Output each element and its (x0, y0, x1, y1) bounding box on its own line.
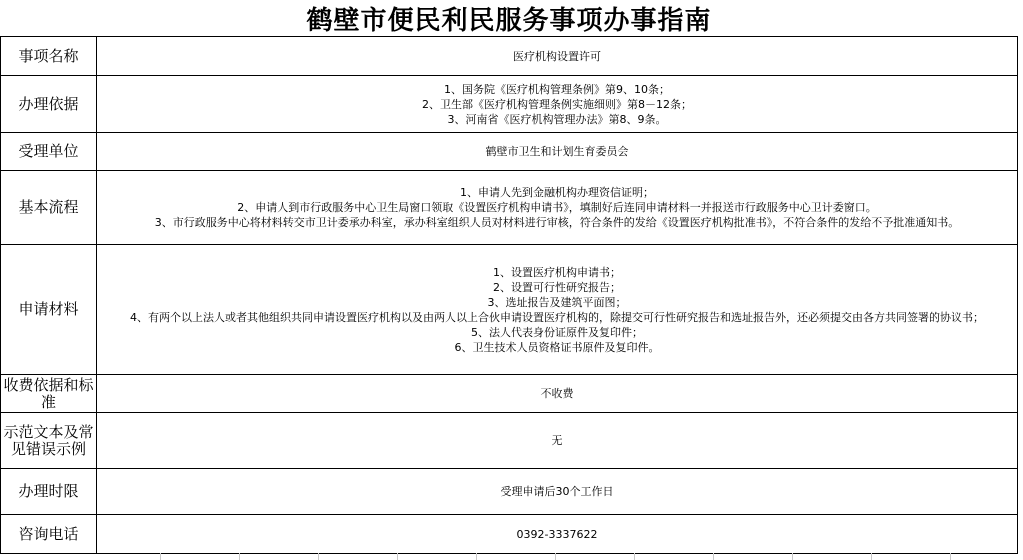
row-label: 收费依据和标准 (1, 375, 97, 413)
value-line: 2、申请人到市行政服务中心卫生局窗口领取《设置医疗机构申请书》，填制好后连同申请材料一并报送市行政服务中心卫计委窗口。 (237, 201, 877, 214)
table-row (1, 76, 1018, 133)
sheet-gridline (318, 553, 319, 560)
row-label: 办理时限 (1, 469, 97, 515)
value-line: 5、法人代表身份证原件及复印件； (471, 325, 643, 339)
table-row (1, 171, 1018, 245)
value-line: 医疗机构设置许可 (513, 49, 601, 63)
row-label: 办理依据 (1, 76, 97, 133)
value-line: 1、国务院《医疗机构管理条例》第9、10条； (444, 82, 670, 96)
value-line: 0392-3337622 (516, 527, 598, 541)
value-line: 鹤壁市卫生和计划生育委员会 (485, 145, 629, 158)
table-row (1, 37, 1018, 76)
service-guide-table (0, 36, 1018, 554)
table-row (1, 375, 1018, 413)
sheet-gridline (871, 553, 872, 560)
value-line: 4、有两个以上法人或者其他组织共同申请设置医疗机构以及由两人以上合伙申请设置医疗机构的，除提交可行性研究报告和选址报告外，还必须提交由各方共同签署的协议书； (130, 310, 984, 324)
value-line: 3、市行政服务中心将材料转交市卫计委承办科室，承办科室组织人员对材料进行审核，符合条件的发给《设置医疗机构批准书》，不符合条件的发给不予批准通知书。 (154, 216, 960, 229)
table-row (1, 245, 1018, 375)
row-value (97, 413, 1018, 469)
row-label: 咨询电话 (1, 515, 97, 554)
row-value (97, 469, 1018, 515)
row-value (97, 37, 1018, 76)
value-line: 2、卫生部《医疗机构管理条例实施细则》第8－12条； (422, 97, 692, 111)
sheet-gridline (634, 553, 635, 560)
sheet-gridline (950, 553, 951, 560)
value-line: 3、河南省《医疗机构管理办法》第8、9条。 (447, 112, 667, 126)
row-label: 申请材料 (1, 245, 97, 375)
sheet-gridline (397, 553, 398, 560)
row-label: 事项名称 (1, 37, 97, 76)
value-line: 无 (551, 434, 563, 447)
sheet-gridline (160, 553, 161, 560)
value-line: 6、卫生技术人员资格证书原件及复印件。 (454, 340, 660, 354)
row-value (97, 375, 1018, 413)
row-value (97, 245, 1018, 375)
value-line: 2、设置可行性研究报告； (493, 280, 621, 294)
page-title: 鹤壁市便民利民服务事项办事指南 (306, 5, 712, 36)
table-row (1, 469, 1018, 515)
row-value (97, 515, 1018, 554)
value-line: 1、申请人先到金融机构办理资信证明； (460, 186, 654, 199)
value-line: 受理申请后30个工作日 (500, 485, 614, 498)
table-row (1, 133, 1018, 171)
sheet-gridline (792, 553, 793, 560)
row-label: 示范文本及常见错误示例 (1, 413, 97, 469)
row-label: 受理单位 (1, 133, 97, 171)
row-value (97, 76, 1018, 133)
value-line: 1、设置医疗机构申请书； (493, 265, 621, 279)
sheet-gridline (239, 553, 240, 560)
sheet-gridline (555, 553, 556, 560)
value-line: 不收费 (540, 387, 574, 400)
row-value (97, 171, 1018, 245)
sheet-gridline (476, 553, 477, 560)
row-label: 基本流程 (1, 171, 97, 245)
sheet-gridline (713, 553, 714, 560)
value-line: 3、选址报告及建筑平面图； (487, 295, 627, 309)
table-row (1, 515, 1018, 554)
row-value (97, 133, 1018, 171)
table-row (1, 413, 1018, 469)
